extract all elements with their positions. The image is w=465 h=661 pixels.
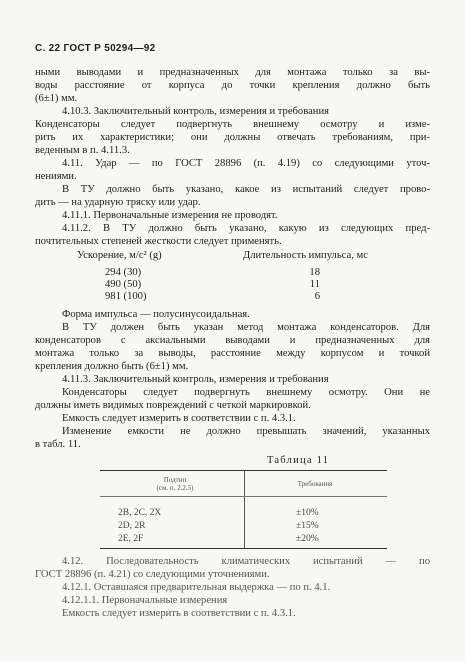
- table-cell-subtype: 2Е, 2F: [118, 534, 144, 544]
- shock-duration-cell: 18: [309, 267, 320, 278]
- table-header-rule: [100, 496, 387, 497]
- text-line: (6±1) мм.: [35, 93, 78, 104]
- text-line: рить их характеристики; они должны отвечать требованиям, при-: [35, 132, 430, 143]
- text-line: 4.12.1. Оставшаяся предварительная выдержка — по п. 4.1.: [62, 582, 331, 593]
- text-line: ными выводами и предназначенных для монтажа только за вы-: [35, 67, 430, 78]
- shock-accel-cell: 294 (30): [105, 267, 142, 278]
- text-line: веденным в п. 4.11.3.: [35, 145, 130, 156]
- text-line: воды расстояние от корпуса до точки крепления должно быть: [35, 80, 430, 91]
- text-line: 4.12.1.1. Первоначальные измерения: [62, 595, 228, 606]
- text-line: В ТУ должен быть указан метод монтажа конденсаторов. Для: [62, 322, 430, 333]
- text-line: почтительных степеней жесткости следует применять.: [35, 236, 282, 247]
- table-cell-requirement: ±15%: [296, 521, 319, 531]
- text-line: нениями.: [35, 171, 77, 182]
- shock-accel-cell: 981 (100): [105, 291, 147, 302]
- page-header: С. 22 ГОСТ Р 50294—92: [35, 43, 156, 54]
- shock-header-duration: Длительность импульса, мс: [243, 250, 368, 261]
- table-header-subtype-line2: (см. п. 2.2.5): [156, 484, 194, 492]
- shock-duration-cell: 6: [314, 291, 320, 302]
- shock-duration-cell: 11: [309, 279, 320, 290]
- text-line: Форма импульса — полусинусоидальная.: [62, 309, 250, 320]
- text-line: Изменение емкости не должно превышать значений, указанных: [62, 426, 430, 437]
- text-line: дить — на ударную тряску или удар.: [35, 197, 201, 208]
- text-line: крепления должно быть (6±1) мм.: [35, 361, 189, 372]
- text-line: 4.12. Последовательность климатических испытаний — по: [62, 556, 430, 567]
- text-line: должны иметь видимых повреждений с четкой маркировкой.: [35, 400, 311, 411]
- table-cell-subtype: 2В, 2С, 2Х: [118, 508, 162, 518]
- text-line: Емкость следует измерить в соответствии с п. 4.3.1.: [62, 608, 296, 619]
- text-line: 4.11.1. Первоначальные измерения не проводят.: [62, 210, 278, 221]
- shock-header-acceleration: Ускорение, м/с² (g): [77, 250, 162, 261]
- shock-accel-cell: 490 (50): [105, 279, 142, 290]
- table-bottom-rule: [100, 548, 387, 549]
- table-cell-requirement: ±20%: [296, 534, 319, 544]
- text-line: 4.11. Удар — по ГОСТ 28896 (п. 4.19) со следующими уточ-: [62, 158, 430, 169]
- table-header-subtype: [110, 476, 240, 492]
- table-column-divider: [244, 470, 245, 548]
- text-line: Емкость следует измерить в соответствии с п. 4.3.1.: [62, 413, 296, 424]
- text-line: монтажа только за выводы, расстояние между корпусом и точкой: [35, 348, 430, 359]
- text-line: В ТУ должно быть указано, какое из испытаний следует прово-: [62, 184, 430, 195]
- table-cell-requirement: ±10%: [296, 508, 319, 518]
- text-line: 4.11.3. Заключительный контроль, измерения и требования: [62, 374, 329, 385]
- table-header-requirements: Требования: [297, 480, 333, 488]
- table-caption: Таблица 11: [267, 455, 330, 466]
- text-line: ГОСТ 28896 (п. 4.21) со следующими уточнениями.: [35, 569, 270, 580]
- text-line: конденсаторов с аксиальными выводами и предназначенных для: [35, 335, 430, 346]
- table-header-subtype-line1: Подтип: [163, 476, 187, 484]
- text-line: 4.11.2. В ТУ должно быть указано, какую из следующих пред-: [62, 223, 430, 234]
- table-cell-subtype: 2D, 2R: [118, 521, 146, 531]
- text-line: 4.10.3. Заключительный контроль, измерения и требования: [62, 106, 329, 117]
- text-line: Конденсаторы следует подвергнуть внешнему осмотру. Они не: [62, 387, 430, 398]
- text-line: в табл. 11.: [35, 439, 81, 450]
- text-line: Конденсаторы следует подвергнуть внешнему осмотру и изме-: [35, 119, 430, 130]
